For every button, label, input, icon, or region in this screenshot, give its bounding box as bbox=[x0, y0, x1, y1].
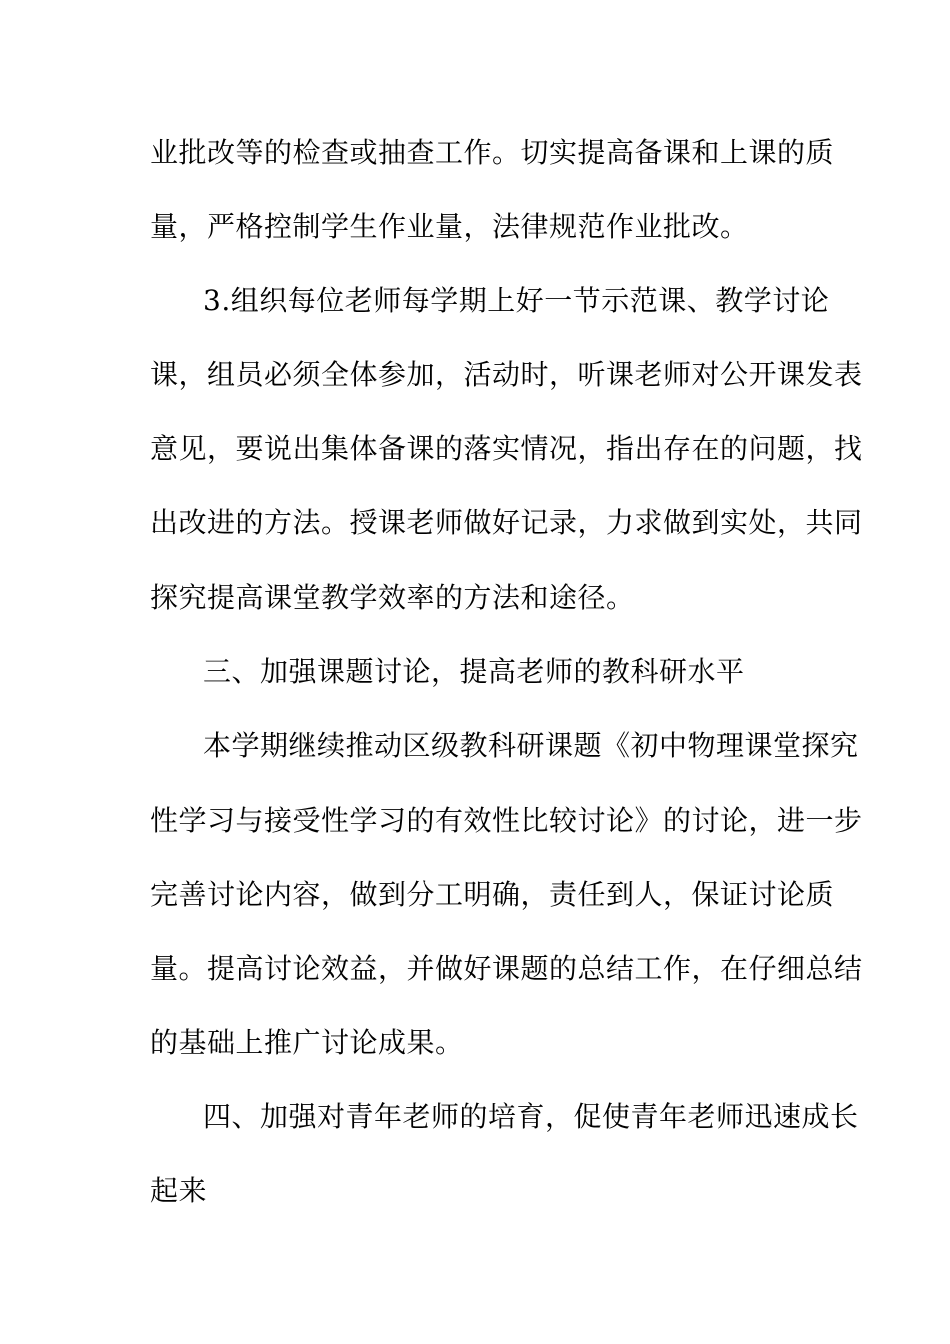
text-line: 出改进的方法。授课老师做好记录，力求做到实处，共同 bbox=[150, 506, 863, 539]
text-line: 探究提高课堂教学效率的方法和途径。 bbox=[150, 581, 635, 614]
section-heading-3: 三、加强课题讨论，提高老师的教科研水平 bbox=[203, 655, 745, 688]
text-line: 完善讨论内容，做到分工明确，责任到人，保证讨论质 bbox=[150, 878, 835, 911]
list-item-3: 3.组织每位老师每学期上好一节示范课、教学讨论 bbox=[203, 284, 830, 317]
text-line: 业批改等的检查或抽查工作。切实提高备课和上课的质 bbox=[150, 136, 835, 169]
text-line: 起来 bbox=[150, 1174, 208, 1207]
text-line: 意见，要说出集体备课的落实情况，指出存在的问题，找 bbox=[150, 432, 863, 465]
text-line: 课，组员必须全体参加，活动时，听课老师对公开课发表 bbox=[150, 358, 863, 391]
paragraph-start: 本学期继续推动区级教科研课题《初中物理课堂探究 bbox=[203, 729, 859, 762]
text-line: 量。提高讨论效益，并做好课题的总结工作，在仔细总结 bbox=[150, 952, 863, 985]
text-line: 的基础上推广讨论成果。 bbox=[150, 1026, 464, 1059]
section-heading-4: 四、加强对青年老师的培育，促使青年老师迅速成长 bbox=[203, 1100, 859, 1133]
text-line: 性学习与接受性学习的有效性比较讨论》的讨论，进一步 bbox=[150, 804, 863, 837]
text-line: 量，严格控制学生作业量，法律规范作业批改。 bbox=[150, 210, 749, 243]
